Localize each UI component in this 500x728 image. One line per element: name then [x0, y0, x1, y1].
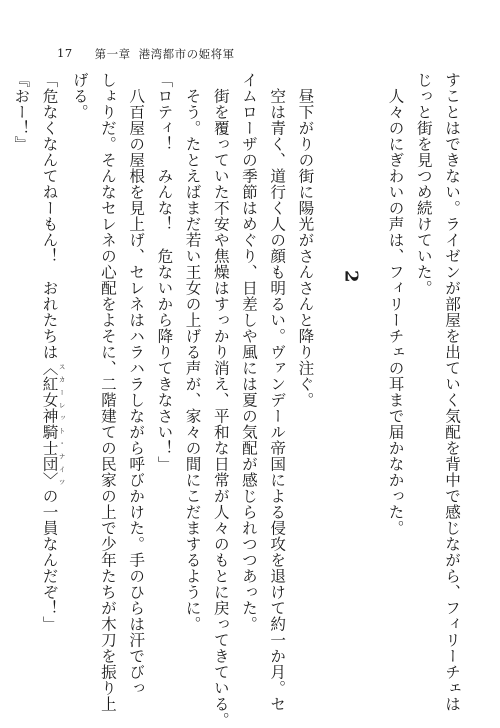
- text-line: 街を覆っていた不安や焦燥はすっかり消え、平和な日常が人々のもとに戻ってきている。: [211, 72, 230, 728]
- text-line: 八百屋の屋根を見上げ、セレネはハラハラしながら呼びかけた。手のひらは汗でびっ: [127, 72, 146, 696]
- ruby-base: 〈紅女神騎士団〉: [40, 360, 59, 488]
- dialogue-line: [35, 72, 65, 682]
- text-line: じっと街を見つめ続けていた。: [414, 72, 433, 296]
- page-number: 17: [57, 46, 73, 60]
- text-line: そう。たとえばまだ若い王女の上げる声が、家々の間にこだまするように。: [183, 72, 202, 632]
- page-header: [57, 46, 235, 62]
- text-line: 空は青く、道行く人の顔も明るい。ヴァンデール帝国による侵攻を退けて約一か月。セ: [268, 72, 287, 712]
- text-line: しょりだ。そんなセレネの心配をよそに、二階建ての民家の上で少年たちが木刀を振り上: [98, 72, 117, 712]
- text-line: げる。: [70, 72, 89, 120]
- vertical-body-text: [7, 72, 466, 728]
- dialogue-end: の一員なんだぞ！」: [40, 488, 59, 632]
- dialogue-line: 『おー！』: [12, 72, 31, 152]
- dialogue-start: 「危なくなんてねーもん！ おれたちは: [40, 72, 59, 360]
- dialogue-line: 「ロティ！ みんな！ 危ないから降りてきなさい！」: [155, 72, 174, 472]
- text-line: 昼下がりの街に陽光がさんさんと降り注ぐ。: [296, 72, 315, 408]
- ruby-term: [40, 360, 66, 488]
- section-number: 2: [340, 270, 362, 283]
- text-line: 人々のにぎわいの声は、フィリーチェの耳まで届かなかった。: [386, 72, 405, 536]
- ruby-reading: スカーレット・ナイツ: [57, 360, 66, 488]
- text-line: すことはできない。ライゼンが部屋を出ていく気配を背中で感じながら、フィリーチェは: [443, 72, 461, 712]
- chapter-title: 港湾都市の姫将軍: [138, 47, 235, 61]
- chapter-label: 第一章: [94, 47, 131, 61]
- text-line: イムローザの季節はめぐり、日差しや風には夏の気配が感じられつつあった。: [239, 72, 258, 632]
- running-title: [95, 46, 235, 62]
